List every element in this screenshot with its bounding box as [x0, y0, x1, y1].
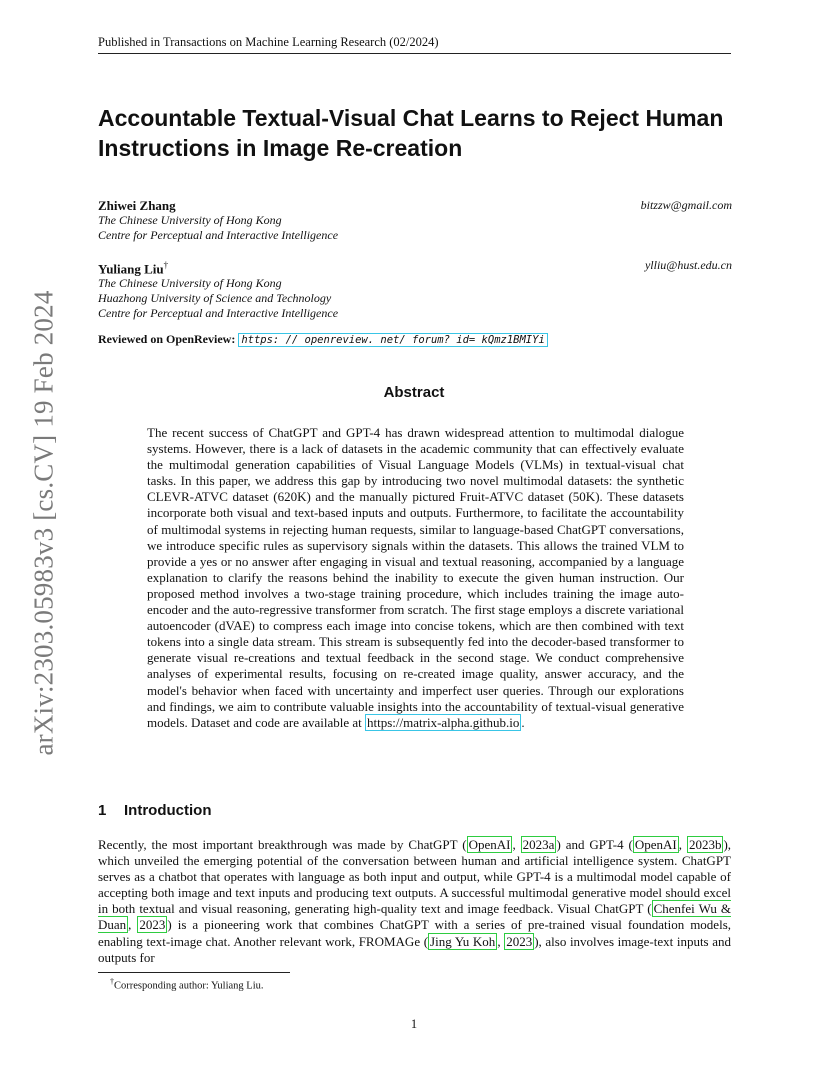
citation-link[interactable]: 2023 — [139, 917, 166, 933]
citation-link[interactable]: Jing Yu Koh — [430, 933, 496, 949]
abstract-body — [147, 425, 684, 731]
author-affiliation: Centre for Perceptual and Interactive Intelligence — [98, 306, 339, 321]
intro-text: ) is a pioneering work that combines ChatGPT with a series of pre-trained visual foundation models, enabling text-image chat. Another relevant work, FROMAGe ( — [98, 917, 731, 949]
footnote-marker: † — [110, 977, 114, 986]
citation-link[interactable]: Chenfei Wu & Duan — [98, 901, 731, 933]
author-name: Zhiwei Zhang — [98, 198, 176, 213]
page-number: 1 — [410, 1017, 418, 1031]
citation-link[interactable]: OpenAI — [468, 837, 511, 852]
section-title: Introduction — [124, 802, 212, 819]
footnote-divider — [98, 972, 290, 973]
citation-link[interactable]: 2023b — [688, 837, 722, 852]
review-label: Reviewed on OpenReview: — [98, 332, 236, 346]
openreview-link[interactable]: https: // openreview. net/ forum? id= kQmz1BMIYi — [238, 333, 547, 347]
author-affiliation: Huazhong University of Science and Technology — [98, 291, 332, 306]
section-number: 1 — [98, 802, 107, 819]
intro-text: , — [128, 917, 138, 933]
paper-title: Accountable Textual-Visual Chat Learns to Reject Human Instructions in Image Re-creation — [98, 105, 724, 161]
running-header: Published in Transactions on Machine Learning Research (02/2024) — [98, 35, 731, 54]
dataset-link[interactable]: https://matrix-alpha.github.io — [367, 714, 520, 730]
citation-link[interactable]: OpenAI — [634, 837, 677, 852]
abstract-end: . — [521, 714, 525, 730]
intro-text: , — [512, 837, 521, 852]
footnote-text: Corresponding author: Yuliang Liu. — [114, 980, 264, 992]
author-email[interactable]: bitzzw@gmail.com — [640, 198, 732, 212]
arxiv-stamp-text: arXiv:2303.05983v3 [cs.CV] 19 Feb 2024 — [28, 289, 59, 756]
author-name-line — [98, 258, 732, 276]
author-affiliation: The Chinese University of Hong Kong — [98, 213, 282, 227]
intro-text: , — [678, 837, 687, 852]
author-block — [98, 198, 732, 243]
intro-text: ) and GPT-4 ( — [556, 837, 633, 852]
intro-text: , — [497, 933, 505, 949]
abstract-heading: Abstract — [383, 384, 445, 401]
abstract-text: The recent success of ChatGPT and GPT-4 has drawn widespread attention to multimodal dialogue systems. However, there is a lack of datasets in the academic community that can effectively evaluate the multimodal generation capabilities of Visual Language Models (VLMs) in textual-visual chat tasks. In this paper, we address this gap by introducing two novel multimodal datasets: the synthetic CLEVR-ATVC dataset (620K) and the manually pictured Fruit-ATVC dataset (50K). These datasets incorporate both visual and text-based inputs and outputs. Furthermore, to facilitate the accountability of multimodal systems in rejecting human requests, similar to language-based ChatGPT conversations, we introduce specific rules as supervisory signals within the datasets. This allows the trained VLM to provide a yes or no answer after engaging in visual and textual reasoning, accompanied by a language explanation to clarify the reasons behind the inability to execute the given human instruction. Our proposed method involves a two-stage training procedure, which includes training the image auto-encoder and the auto-regressive transformer from scratch. The first stage employs a discrete variational autoencoder (dVAE) to compress each image into concise tokens, which are then combined with text tokens into a single data stream. This stream is subsequently fed into the decoder-based transformer to generate visual re-creations and textual feedback in the second stage. We conduct comprehensive analyses of experimental results, focusing on re-created image quality, answer accuracy, and the model's behavior when faced with uncertainty and imperfect user queries. Through our explorations and findings, we aim to contribute valuable insights into the accountability of textual-visual generative models. Dataset and code are available at — [147, 425, 684, 730]
citation-link[interactable]: 2023 — [506, 933, 533, 949]
intro-text: ), which unveiled the emerging potential of the conversation between human and artificial intelligence system. ChatGPT serves as a chatbot that operates with language as both input and output, while GPT-4 is a multimodal model capable of accepting both image and text inputs and producing text outputs. A successful multimodal generative model should excel in both textual and visual reasoning, generating high-quality text and image feedback. Visual ChatGPT ( — [98, 837, 732, 917]
author-affiliation: Centre for Perceptual and Interactive Intelligence — [98, 228, 339, 242]
author-affiliation: The Chinese University of Hong Kong — [98, 276, 282, 291]
intro-paragraph — [98, 837, 731, 966]
author-block — [98, 258, 732, 321]
author-email[interactable]: ylliu@hust.edu.cn — [644, 258, 732, 272]
footnote — [110, 977, 264, 992]
review-line — [98, 332, 548, 347]
citation-link[interactable]: 2023a — [522, 837, 555, 852]
intro-text: ), also involves image-text inputs and outputs for — [98, 933, 732, 965]
intro-text: Recently, the most important breakthrough was made by ChatGPT ( — [98, 837, 467, 852]
section-heading — [98, 802, 211, 819]
corresponding-marker[interactable]: † — [163, 260, 169, 270]
author-name: Yuliang Liu — [98, 261, 164, 277]
arxiv-stamp — [28, 285, 59, 760]
